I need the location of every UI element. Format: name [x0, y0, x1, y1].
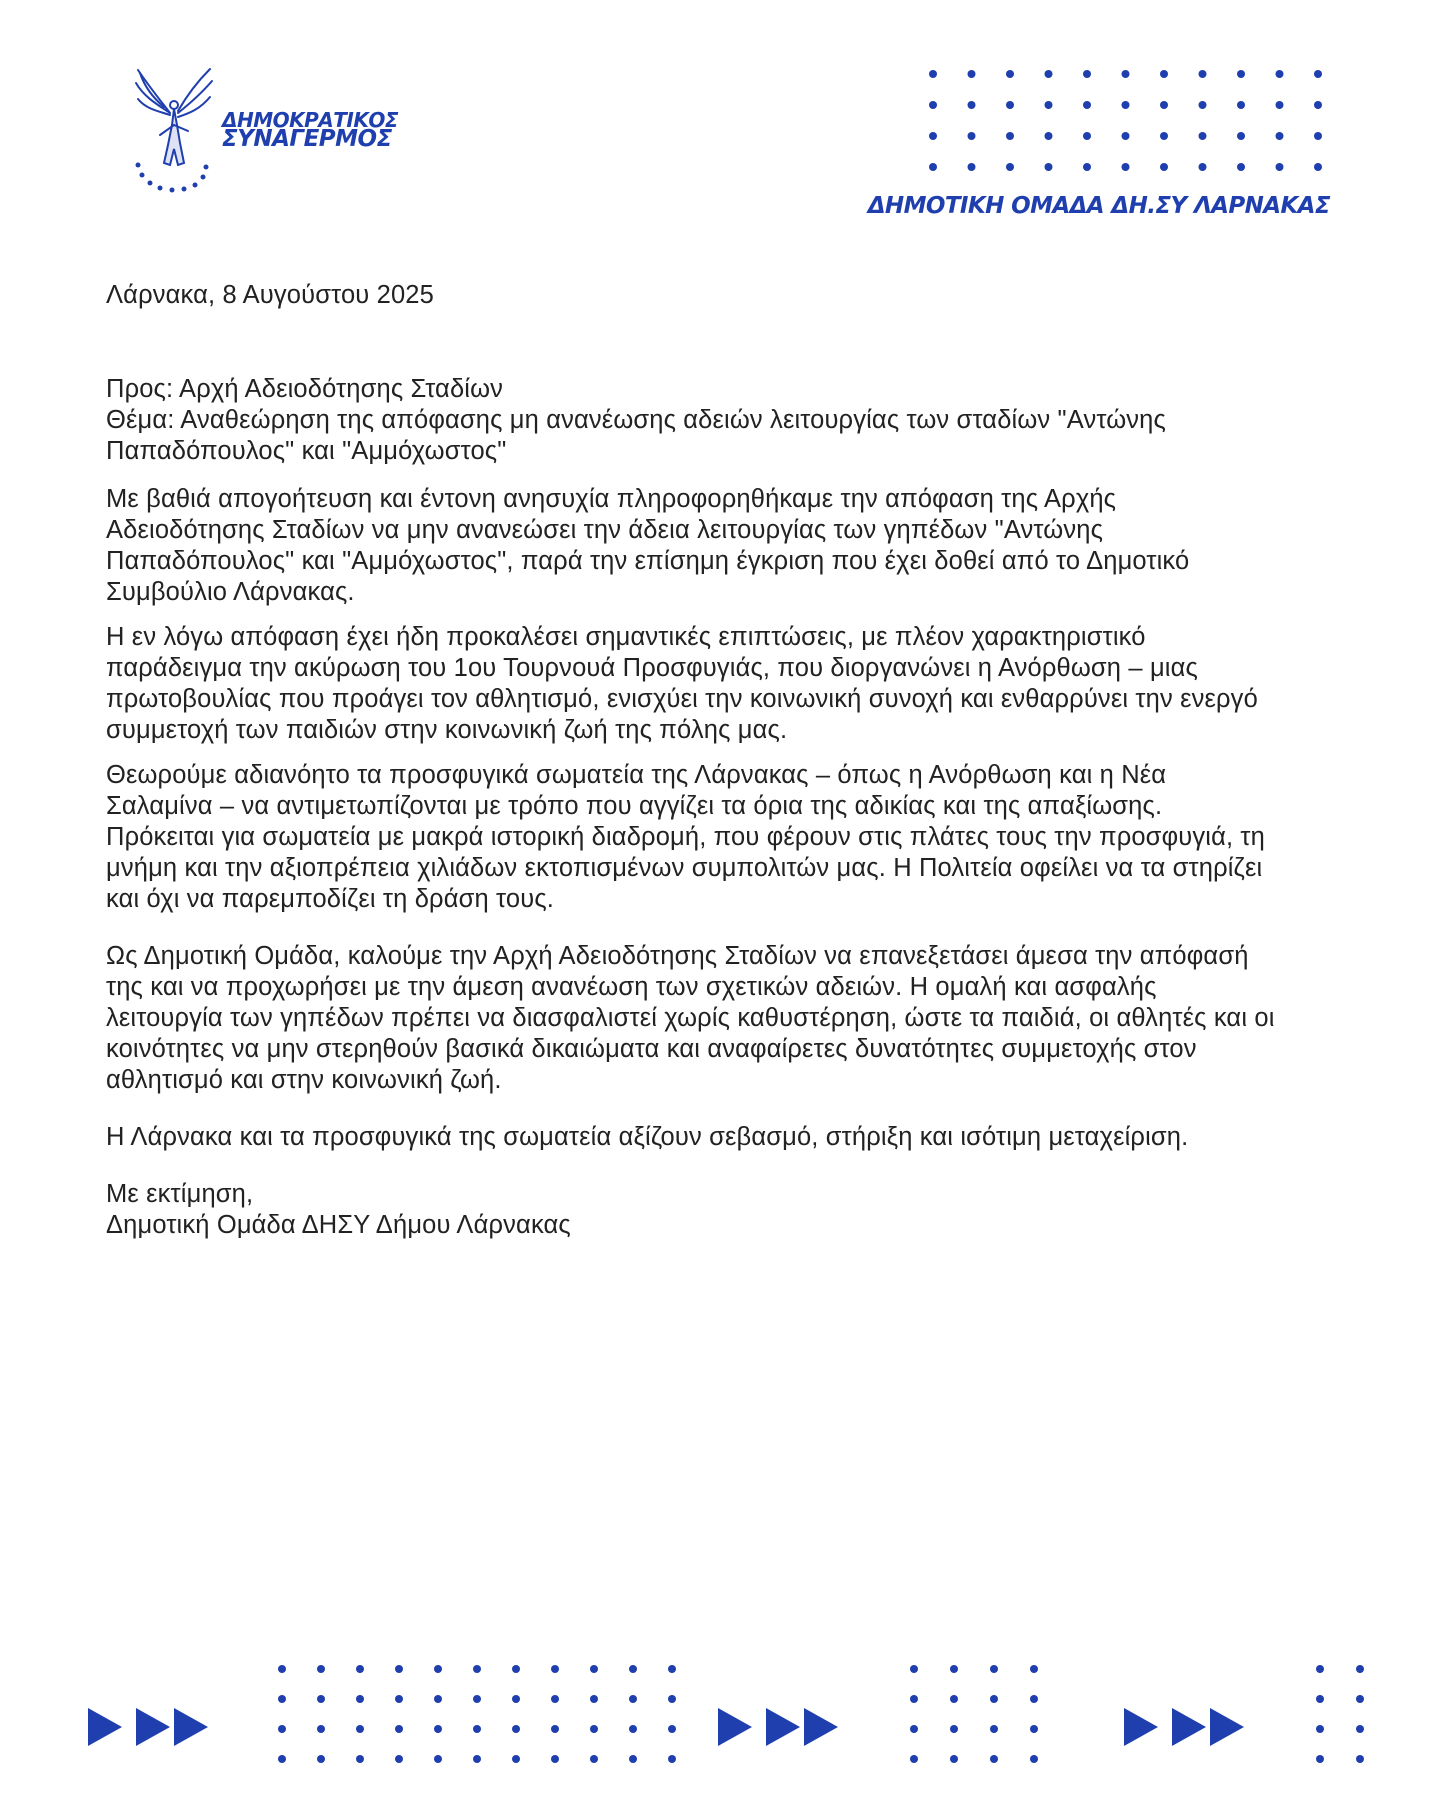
letter-paragraph: Η Λάρνακα και τα προσφυγικά της σωματεία αξίζουν σεβασμό, στήριξη και ισότιμη μεταχείριση.	[106, 1123, 1189, 1151]
letter-paragraph: Ως Δημοτική Ομάδα, καλούμε την Αρχή Αδειοδότησης Σταδίων να επανεξετάσει άμεσα την απόφασή της και να προχωρήσει με την άμεση ανανέωση των σχετικών αδειών. Η ομαλή και ασφαλής λειτουργία των γηπέδων πρέπει να διασφαλιστεί χωρίς καθυστέρηση, ώστε τα παιδιά, οι αθλητές και οι κοινότητες να μην στερηθούν βασικά δικαιώματα και αναφαίρετες δυνατότητες συμμετοχής στον αθλητισμό και στην κοινωνική ζωή.	[106, 942, 1275, 1094]
decor-dot	[1356, 1725, 1364, 1733]
decor-dot	[1006, 132, 1014, 140]
decor-dot	[1199, 101, 1207, 109]
group-title: ΔΗΜΟΤΙΚΗ ΟΜΑΔΑ ΔΗ.ΣΥ ΛΑΡΝΑΚΑΣ	[867, 193, 1330, 219]
decor-dot	[473, 1665, 481, 1673]
decor-dot	[395, 1725, 403, 1733]
decor-dot	[1314, 101, 1322, 109]
decor-dot	[395, 1665, 403, 1673]
decor-dot	[1045, 70, 1053, 78]
decor-dot	[590, 1725, 598, 1733]
party-name-line1: ΔΗΜΟΚΡΑΤΙΚΟΣ	[222, 108, 399, 132]
decor-dot	[910, 1695, 918, 1703]
decor-dot	[317, 1665, 325, 1673]
letter-date: Λάρνακα, 8 Αυγούστου 2025	[106, 281, 434, 309]
party-name-line2: ΣΥΝΑΓΕΡΜΟΣ	[222, 126, 392, 152]
decor-dot	[990, 1665, 998, 1673]
decor-dot	[1199, 70, 1207, 78]
decor-dot	[551, 1695, 559, 1703]
decor-dot	[1276, 70, 1284, 78]
decor-dot	[990, 1725, 998, 1733]
decor-dot	[929, 101, 937, 109]
decor-dot	[668, 1665, 676, 1673]
decor-dot	[968, 101, 976, 109]
decor-dot	[434, 1665, 442, 1673]
triple-arrow-icon	[1124, 1708, 1244, 1746]
decor-dot	[551, 1725, 559, 1733]
decor-dot	[395, 1695, 403, 1703]
letter-header-block	[106, 374, 1440, 467]
letter-paragraph: Θεωρούμε αδιανόητο τα προσφυγικά σωματεία της Λάρνακας – όπως η Ανόρθωση και η Νέα Σαλαμίνα – να αντιμετωπίζονται με τρόπο που αγγίζει τα όρια της αδικίας και της απαξίωσης. Πρόκειται για σωματεία με μακρά ιστορική διαδρομή, που φέρουν στις πλάτες τους την προσφυγιά, τη μνήμη και την αξιοπρέπεια χιλιάδων εκτοπισμένων συμπολιτών μας. Η Πολιτεία οφείλει να τα στηρίζει και όχι να παρεμποδίζει τη δράση τους.	[106, 761, 1265, 913]
decor-dot	[668, 1725, 676, 1733]
footer-decoration	[0, 1655, 1440, 1785]
decor-dot	[929, 132, 937, 140]
decor-dot	[629, 1695, 637, 1703]
decor-dot	[1045, 101, 1053, 109]
decor-dot	[1199, 163, 1207, 171]
decor-dot	[590, 1695, 598, 1703]
letter-paragraph: Η εν λόγω απόφαση έχει ήδη προκαλέσει σημαντικές επιπτώσεις, με πλέον χαρακτηριστικό παράδειγμα την ακύρωση του 1ου Τουρνουά Προσφυγιάς, που διοργανώνει η Ανόρθωση – μιας πρωτοβουλίας που προάγει τον αθλητισμό, ενισχύει την κοινωνική συνοχή και ενθαρρύνει την ενεργό συμμετοχή των παιδιών στην κοινωνική ζωή της πόλης μας.	[106, 623, 1258, 744]
decor-dot	[1083, 163, 1091, 171]
decor-dot	[1030, 1725, 1038, 1733]
decor-dot	[1316, 1755, 1324, 1763]
decor-dot	[317, 1695, 325, 1703]
decor-dot	[1122, 163, 1130, 171]
party-name	[222, 108, 399, 152]
decor-dot	[950, 1725, 958, 1733]
decor-dot	[1356, 1695, 1364, 1703]
decor-dot	[473, 1725, 481, 1733]
decor-dot	[512, 1755, 520, 1763]
decor-dot	[1045, 132, 1053, 140]
decor-dot	[1276, 132, 1284, 140]
decor-dot	[317, 1725, 325, 1733]
letter-closing: Με εκτίμηση,	[106, 1180, 254, 1208]
letter-signature: Δημοτική Ομάδα ΔΗΣΥ Δήμου Λάρνακας	[106, 1211, 571, 1239]
decor-dot	[512, 1665, 520, 1673]
decor-dot	[968, 163, 976, 171]
decor-dot	[356, 1695, 364, 1703]
decor-dot	[356, 1755, 364, 1763]
decor-dot	[1314, 70, 1322, 78]
decor-dot	[1122, 132, 1130, 140]
decor-dot	[1314, 132, 1322, 140]
triple-arrow-icon	[88, 1708, 208, 1746]
decor-dot	[1083, 132, 1091, 140]
decor-dot	[473, 1695, 481, 1703]
decor-dot	[1356, 1755, 1364, 1763]
decor-dot	[1030, 1755, 1038, 1763]
triple-arrow-icon	[718, 1708, 838, 1746]
header-dot-grid	[925, 66, 1345, 176]
decor-dot	[434, 1695, 442, 1703]
decor-dot	[590, 1755, 598, 1763]
decor-dot	[1314, 163, 1322, 171]
decor-dot	[434, 1755, 442, 1763]
decor-dot	[968, 132, 976, 140]
decor-dot	[551, 1755, 559, 1763]
decor-dot	[950, 1665, 958, 1673]
decor-dot	[434, 1725, 442, 1733]
decor-dot	[929, 163, 937, 171]
decor-dot	[1316, 1725, 1324, 1733]
decor-dot	[356, 1725, 364, 1733]
decor-dot	[1316, 1665, 1324, 1673]
decor-dot	[395, 1755, 403, 1763]
decor-dot	[1160, 70, 1168, 78]
decor-dot	[1276, 101, 1284, 109]
decor-dot	[1006, 101, 1014, 109]
decor-dot	[1237, 70, 1245, 78]
decor-dot	[990, 1695, 998, 1703]
decor-dot	[1237, 101, 1245, 109]
letter-subject: Θέμα: Αναθεώρηση της απόφασης μη ανανέωσης αδειών λειτουργίας των σταδίων "Αντώνης Παπαδόπουλος" και "Αμμόχωστος"	[106, 406, 1166, 465]
decor-dot	[1160, 101, 1168, 109]
decor-dot	[1276, 163, 1284, 171]
decor-dot	[1006, 163, 1014, 171]
party-logo	[130, 65, 410, 210]
decor-dot	[1122, 101, 1130, 109]
decor-dot	[910, 1755, 918, 1763]
decor-dot	[1083, 101, 1091, 109]
decor-dot	[278, 1695, 286, 1703]
decor-dot	[990, 1755, 998, 1763]
winged-victory-logo-icon	[130, 65, 220, 205]
decor-dot	[356, 1665, 364, 1673]
decor-dot	[1045, 163, 1053, 171]
decor-dot	[629, 1755, 637, 1763]
decor-dot	[1237, 163, 1245, 171]
decor-dot	[473, 1755, 481, 1763]
decor-dot	[1237, 132, 1245, 140]
decor-dot	[1160, 163, 1168, 171]
decor-dot	[1030, 1665, 1038, 1673]
decor-dot	[512, 1695, 520, 1703]
decor-dot	[629, 1725, 637, 1733]
decor-dot	[1356, 1665, 1364, 1673]
decor-dot	[1006, 70, 1014, 78]
decor-dot	[1122, 70, 1130, 78]
decor-dot	[278, 1755, 286, 1763]
decor-dot	[278, 1725, 286, 1733]
decor-dot	[668, 1755, 676, 1763]
decor-dot	[317, 1755, 325, 1763]
decor-dot	[551, 1665, 559, 1673]
decor-dot	[590, 1665, 598, 1673]
letter-paragraph: Με βαθιά απογοήτευση και έντονη ανησυχία πληροφορηθήκαμε την απόφαση της Αρχής Αδειοδότησης Σταδίων να μην ανανεώσει την άδεια λειτουργίας των γηπέδων "Αντώνης Παπαδόπουλος" και "Αμμόχωστος", παρά την επίσημη έγκριση που έχει δοθεί από το Δημοτικό Συμβούλιο Λάρνακας.	[106, 485, 1190, 606]
decor-dot	[278, 1665, 286, 1673]
decor-dot	[950, 1695, 958, 1703]
decor-dot	[1030, 1695, 1038, 1703]
decor-dot	[968, 70, 976, 78]
decor-dot	[629, 1665, 637, 1673]
decor-dot	[1199, 132, 1207, 140]
decor-dot	[929, 70, 937, 78]
letter-recipient: Προς: Αρχή Αδειοδότησης Σταδίων	[106, 375, 504, 403]
decor-dot	[1160, 132, 1168, 140]
letter-body	[106, 280, 1440, 1241]
decor-dot	[910, 1725, 918, 1733]
decor-dot	[1083, 70, 1091, 78]
decor-dot	[910, 1665, 918, 1673]
decor-dot	[950, 1755, 958, 1763]
decor-dot	[668, 1695, 676, 1703]
decor-dot	[1316, 1695, 1324, 1703]
decor-dot	[512, 1725, 520, 1733]
